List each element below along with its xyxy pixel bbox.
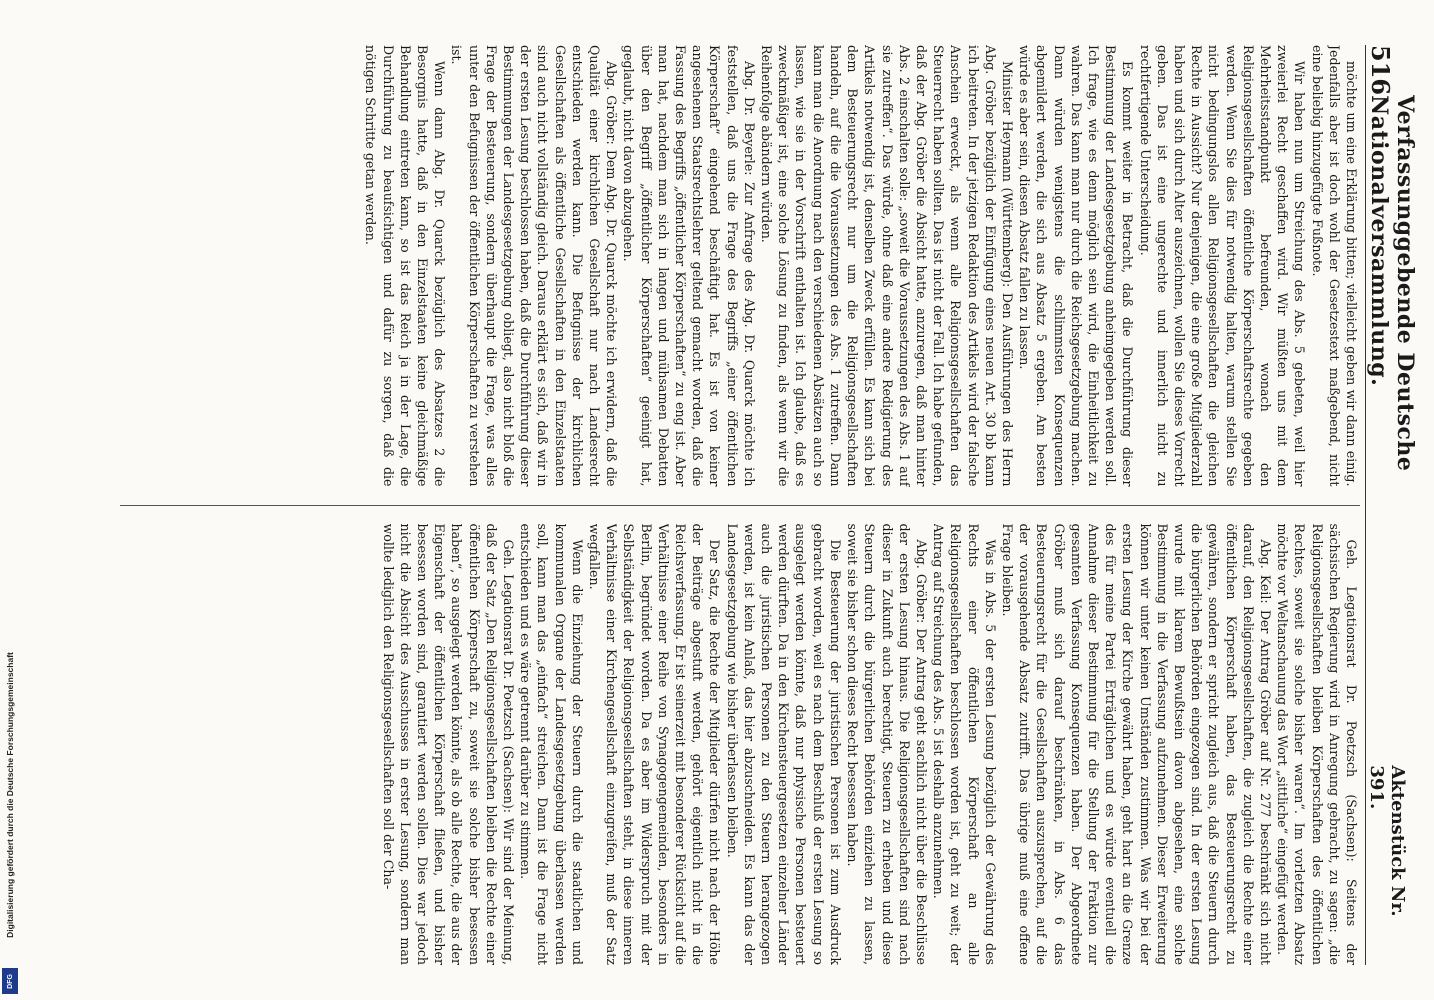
paragraph: Abg. Gröber: Der Antrag geht sachlich nicht über die Beschlüsse der ersten Lesung hinaus. Die Religionsgesellschaften sind nach dieser in Zukunft auch berechtigt, Steuern zu erheben und diese Steuern durch die bürgerlichen Behörden einziehen zu lassen, soweit sie bisher schon dieses Recht besessen haben.	[845, 523, 929, 965]
page-title: Verfassunggebende Deutsche Nationalversammlung.	[1366, 95, 1418, 472]
digitization-note-text: Digitalisierung gefördert durch die Deutsche Forschungsgemeinschaft	[5, 652, 15, 938]
dfg-logo	[2, 968, 18, 994]
paragraph: Wir haben nun um Streichung des Abs. 5 gebeten, weil hier zweierlei Recht geschaffen wird. Wir müßten uns mit dem Mehrheitsstandpunkt befreunden, wonach den Religionsgesellschaften öffentliche Körperschaftsrechte gegeben werden. Wenn Sie dies für notwendig halten, warum stellen Sie nicht bedingungslos allen Religionsgesellschaften die gleichen Rechte in Aussicht? Nur denjenigen, die eine große Mitgliederzahl haben und sich durch Alter auszeichnen, wollen Sie dieses Vorrecht geben. Das ist eine ungerechte und innerlich nicht zu rechtfertigende Unterscheidung.	[1137, 45, 1308, 487]
paragraph: Was in Abs. 5 der ersten Lesung bezüglich der Gewährung des Rechts einer öffentlichen Körperschaft an alle Religionsgesellschaften beschlossen worden ist, geht zu weit; der Antrag auf Streichung des Abs. 5 ist deshalb anzunehmen.	[931, 523, 998, 965]
paragraph: Abg. Dr. Beyerle: Zur Anfrage des Abg. Dr. Quarck möchte ich feststellen, daß uns die Frage des Begriffs „einer öffentlichen Körperschaft“ eingehend beschäftigt hat. Es ist von keiner angesehenen Staatsrechtslehrer geltend gemacht worden, daß die Fassung des Begriffs „öffentlicher Körperschaften“ zu eng ist. Aber man hat, nachdem man sich in langen und mühsamen Debatten über den Begriff „öffentlicher Körperschaften“ geeinigt hat, geglaubt, nicht davon abzugehen.	[621, 45, 757, 487]
paragraph: Abg. Gröber: Dem Abg. Dr. Quarck möchte ich erwidern, daß die Qualität einer kirchlichen Gesellschaft nur nach Landesrecht entschieden werden kann. Die Befugnisse der kirchlichen Gesellschaften als öffentliche Gesellschaften in den Einzelstaaten sind auch nicht vollständig gleich. Daraus erklärt es sich, daß wir in der ersten Lesung beschlossen haben, daß die Durchführung dieser Bestimmungen der Landesgesetzgebung obliegt, also nicht bloß die Frage der Besteuerung, sondern überhaupt die Frage, was alles unter den Befugnissen der öffentlichen Körperschaften zu verstehen ist.	[449, 45, 620, 487]
right-column	[120, 524, 1360, 966]
page-number: 516	[1366, 45, 1395, 96]
page	[100, 25, 1418, 985]
page-header	[1365, 45, 1418, 965]
document-reference: Aktenstück Nr. 391.	[1366, 765, 1408, 917]
paragraph: Es kommt weiter in Betracht, daß die Durchführung dieser Bestimmung der Landesgesetzgebung anheimgegeben werden soll. Ich frage, wie es denn möglich sein wird, die Einheitlichkeit zu wahren. Das kann man nur durch die Reichsgesetzgebung machen. Dann würden wenigstens die schlimmsten Konsequenzen abgemildert werden, die sich aus Absatz 5 ergeben. Am besten würde es aber sein, diesen Absatz fallen zu lassen.	[1017, 45, 1136, 487]
digitization-note	[3, 600, 17, 990]
paragraph: Wenn die Einziehung der Steuern durch die staatlichen und kommunalen Organe der Landesgesetzgebung überlassen werden soll, kann man das „einfach“ streichen. Dann ist die Frage nicht entschieden und es wäre getrennt darüber zu stimmen.	[518, 523, 585, 965]
column-divider	[120, 505, 1360, 506]
dfg-logo-text: DFG	[6, 973, 14, 989]
paragraph: möchte um eine Erklärung bitten; vielleicht geben wir dann einig. Jedenfalls aber ist doch wohl der Gesetzestext maßgebend, nicht eine beliebig hinzugefügte Fußnote.	[1309, 45, 1359, 487]
text-columns	[120, 45, 1360, 965]
paragraph: Geh. Legationsrat Dr. Poetzsch (Sachsen): Seitens der sächsischen Regierung wird in Anregung gebracht, zu sagen: „die Religionsgesellschaften bleiben Körperschaften des öffentlichen Rechtes, soweit sie solche bisher waren“. Im vorletzten Absatz möchte vor Weltanschauung das Wort „sittliche“ eingefügt werden.	[1275, 523, 1359, 965]
paragraph: Minister Heymann (Württemberg): Den Ausführungen des Herrn Abg. Gröber bezüglich der Einfügung eines neuen Art. 30 bb kann ich beitreten. In der jetzigen Redaktion des Artikels wird der falsche Anschein erweckt, als wenn alle Religionsgesellschaften das Steuerrecht haben sollten. Das ist nicht der Fall. Ich habe gefunden, daß der Abg. Gröber die Absicht hatte, anzuregen, daß man hinter Abs. 2 einschalten solle: „soweit die Voraussetzungen des Abs. 1 auf sie zutreffen“. Das würde, ohne daß eine andere Redigierung des Artikels notwendig ist, denselben Zweck erfüllen. Es kann sich bei dem Besteuerungsrecht nur um die Religionsgesellschaften handeln, auf die die Voraussetzungen des Abs. 1 zutreffen. Dann kann man die Anordnung nach den verschiedenen Absätzen auch so lassen, wie sie in der Vorschrift enthalten ist. Ich glaube, daß es zweckmäßiger ist, eine solche Lösung zu finden, als wenn wir die Reihenfolge abändern würden.	[759, 45, 1015, 487]
rotated-page-content	[100, 25, 1418, 985]
left-column	[120, 45, 1360, 487]
paragraph: Wenn dann Abg. Dr. Quarck bezüglich des Absatzes 2 die Besorgnis hatte, daß in den Einzelstaaten keine gleichmäßige Behandlung eintreten kann, so ist das Reich ja in der Lage, die Durchführung zu beaufsichtigen und dafür zu sorgen, daß die nötigen Schritte getan werden.	[363, 45, 448, 487]
paragraph: Die Besteuerung der juristischen Personen ist zum Ausdruck gebracht worden, weil es nach dem Beschluß der ersten Lesung so ausgelegt werden könnte, daß nur physische Personen besteuert werden dürften. Da in den Kirchensteuergesetzen einzelner Länder auch die juristischen Personen zu den Steuern herangezogen werden, ist kein Anlaß, das hier abzuschneiden. Es kann das der Landesgesetzgebung wie bisher überlassen bleiben.	[724, 523, 843, 965]
paragraph: Der Satz, die Rechte der Mitglieder dürfen nicht nach der Höhe der Beiträge abgestuft werden, gehört eigentlich nicht in die Reichsverfassung. Er ist seinerzeit mit besonderer Rücksicht auf die Verhältnisse einer Reihe von Synagogengemeinden, besonders in Berlin, begründet worden. Da es aber im Widerspruch mit der Selbständigkeit der Religionsgesellschaften steht, in diese inneren Verhältnisse einer Kirchengesellschaft einzugreifen, muß der Satz wegfallen.	[587, 523, 723, 965]
paragraph: Abg. Keil: Der Antrag Gröber auf Nr. 277 beschränkt sich nicht darauf, den Religionsgesellschaften, die zugleich die Rechte einer öffentlichen Körperschaft haben, das Besteuerungsrecht zu gewähren, sondern er spricht zugleich aus, daß die Steuern durch die bürgerlichen Behörden eingezogen sind. In der ersten Lesung wurde mit klarem Bewußtsein davon abgesehen, eine solche Bestimmung in die Verfassung aufzunehmen. Dieser Erweiterung können wir unter keinen Umständen zustimmen. Was wir bei der ersten Lesung der Kirche gewährt haben, geht hart an die Grenze des für meine Partei Erträglichen und es würde eventuell die Annahme dieser Bestimmung für die Stellung der Fraktion zur gesamten Verfassung Konsequenzen haben. Der Abgeordnete Gröber muß sich darauf beschränken, in Abs. 6 das Besteuerungsrecht für die Gesellschaften auszusprechen, auf die der vorausgehende Absatz zutrifft. Das übrige muß eine offene Frage bleiben.	[999, 523, 1273, 965]
paragraph: Geh. Legationsrat Dr. Poetzsch (Sachsen): Wir sind der Meinung, daß der Satz „Den Religionsgesellschaften bleiben die Rechte einer öffentlichen Körperschaft zu, soweit sie solche bisher besessen haben“, so ausgelegt werden könnte, als ob alle Rechte, die aus der Eigenschaft der öffentlichen Körperschaft fließen, und bisher besessen worden sind, garantiert werden sollen. Dies war jedoch nicht die Absicht des Ausschusses in erster Lesung, sondern man wollte lediglich den Religionsgesellschaften soll der Cha-	[380, 523, 517, 965]
